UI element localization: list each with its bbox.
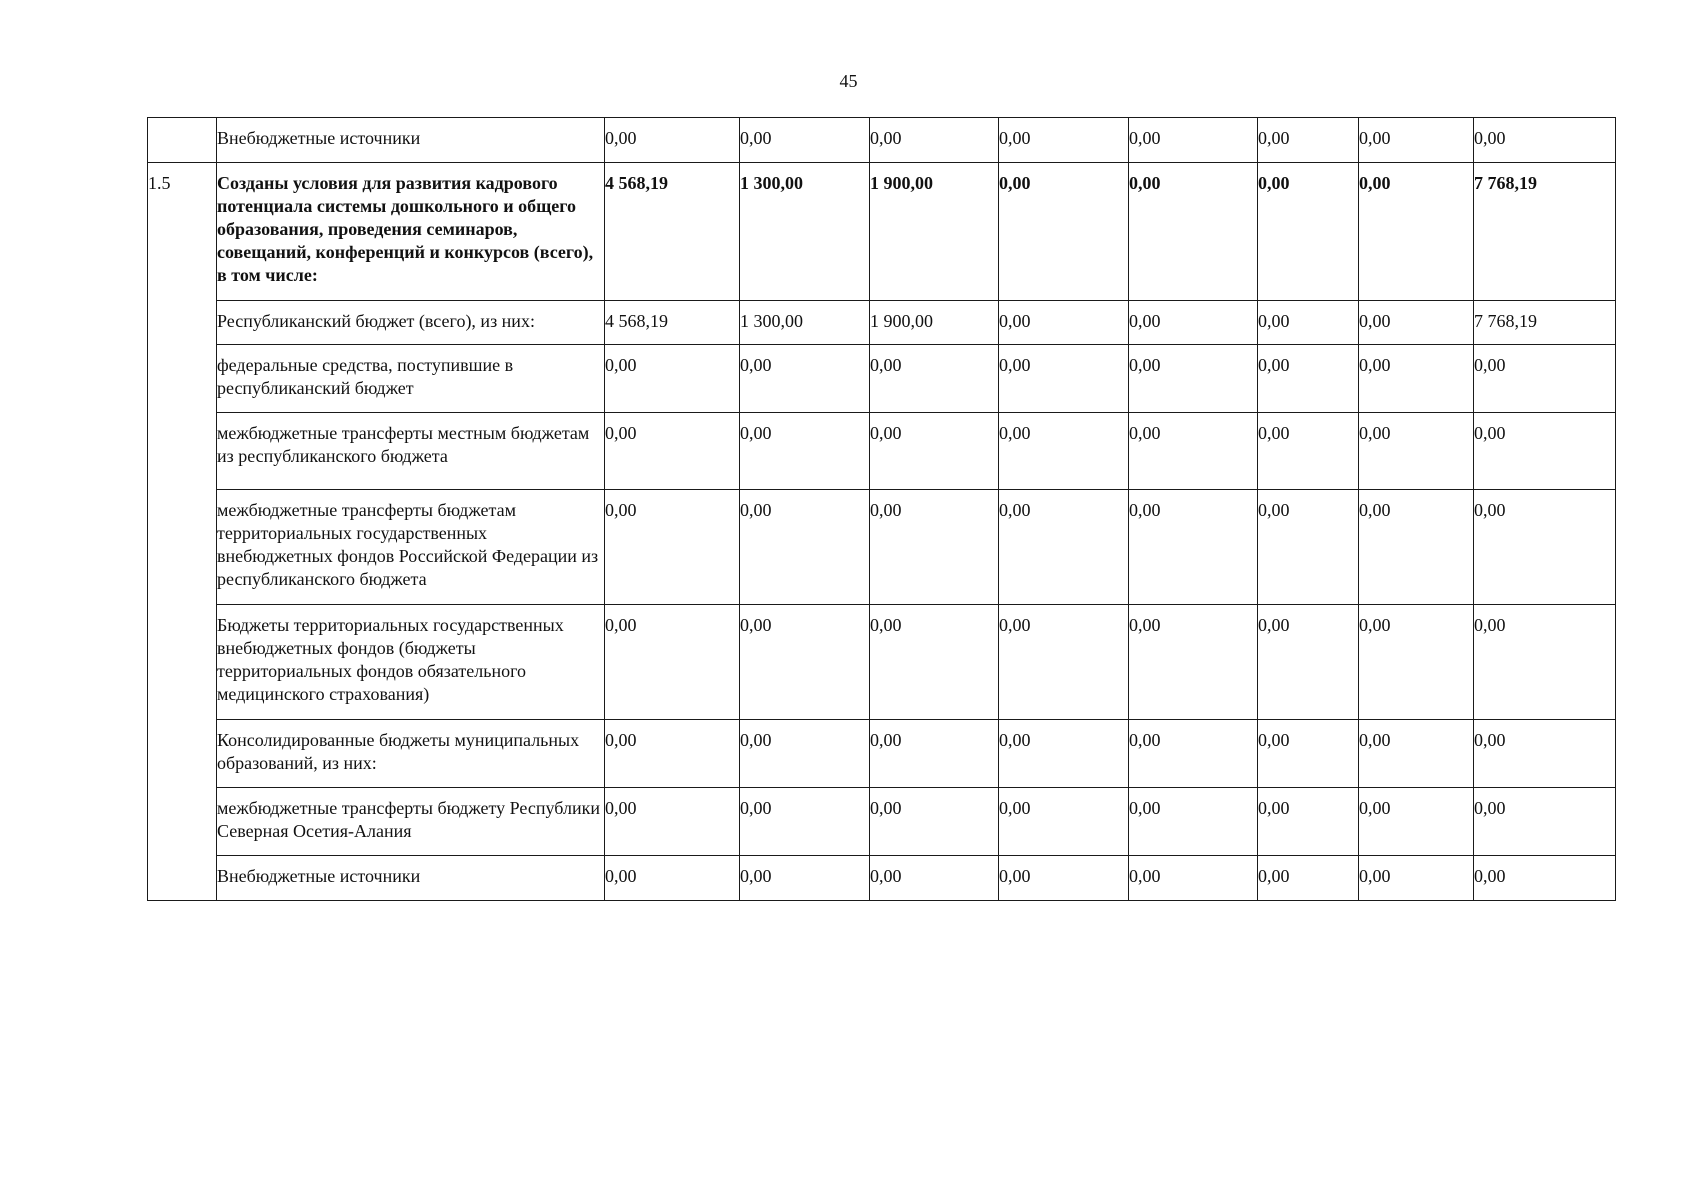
year-value-cell: 0,00 — [1129, 163, 1258, 301]
year-value-cell: 0,00 — [605, 413, 740, 490]
year-value-cell: 0,00 — [740, 605, 870, 720]
table-row — [148, 605, 1616, 720]
year-value-cell: 0,00 — [999, 301, 1129, 345]
year-value-cell: 0,00 — [1359, 345, 1474, 413]
year-value-cell: 0,00 — [605, 720, 740, 788]
table-row — [148, 490, 1616, 605]
total-value-cell: 0,00 — [1474, 720, 1616, 788]
year-value-cell: 0,00 — [740, 345, 870, 413]
year-value-cell: 0,00 — [870, 118, 999, 163]
budget-table — [147, 117, 1616, 901]
year-value-cell: 0,00 — [1258, 856, 1359, 901]
funding-source-label: Внебюджетные источники — [217, 118, 605, 163]
year-value-cell: 1 900,00 — [870, 163, 999, 301]
total-value-cell: 0,00 — [1474, 490, 1616, 605]
year-value-cell: 0,00 — [1129, 720, 1258, 788]
year-value-cell: 0,00 — [605, 345, 740, 413]
year-value-cell: 0,00 — [605, 856, 740, 901]
year-value-cell: 0,00 — [1359, 720, 1474, 788]
year-value-cell: 0,00 — [1129, 605, 1258, 720]
year-value-cell: 0,00 — [1359, 605, 1474, 720]
year-value-cell: 0,00 — [1129, 856, 1258, 901]
year-value-cell: 0,00 — [1129, 788, 1258, 856]
year-value-cell: 0,00 — [870, 720, 999, 788]
year-value-cell: 1 300,00 — [740, 163, 870, 301]
year-value-cell: 0,00 — [999, 413, 1129, 490]
year-value-cell: 0,00 — [999, 856, 1129, 901]
year-value-cell: 0,00 — [870, 490, 999, 605]
year-value-cell: 0,00 — [740, 490, 870, 605]
year-value-cell: 1 300,00 — [740, 301, 870, 345]
total-value-cell: 0,00 — [1474, 788, 1616, 856]
year-value-cell: 0,00 — [999, 345, 1129, 413]
year-value-cell: 0,00 — [740, 118, 870, 163]
funding-source-label: межбюджетные трансферты бюджету Республики Северная Осетия-Алания — [217, 788, 605, 856]
funding-source-label: межбюджетные трансферты местным бюджетам из республиканского бюджета — [217, 413, 605, 490]
year-value-cell: 0,00 — [1359, 490, 1474, 605]
funding-source-label: Консолидированные бюджеты муниципальных образований, из них: — [217, 720, 605, 788]
year-value-cell: 0,00 — [1258, 413, 1359, 490]
table-row — [148, 118, 1616, 163]
year-value-cell: 0,00 — [605, 605, 740, 720]
year-value-cell: 0,00 — [870, 345, 999, 413]
year-value-cell: 0,00 — [870, 605, 999, 720]
table-row — [148, 345, 1616, 413]
year-value-cell: 0,00 — [1359, 301, 1474, 345]
table-row — [148, 301, 1616, 345]
funding-source-label: межбюджетные трансферты бюджетам территориальных государственных внебюджетных фондов Российской Федерации из республиканского бюджета — [217, 490, 605, 605]
year-value-cell: 0,00 — [999, 118, 1129, 163]
year-value-cell: 0,00 — [740, 856, 870, 901]
total-value-cell: 0,00 — [1474, 413, 1616, 490]
year-value-cell: 0,00 — [999, 788, 1129, 856]
funding-source-label: Бюджеты территориальных государственных внебюджетных фондов (бюджеты территориальных фондов обязательного медицинского страхования) — [217, 605, 605, 720]
year-value-cell: 0,00 — [1129, 118, 1258, 163]
funding-source-label: Внебюджетные источники — [217, 856, 605, 901]
year-value-cell: 0,00 — [1258, 345, 1359, 413]
page-number: 45 — [839, 71, 858, 91]
year-value-cell: 4 568,19 — [605, 301, 740, 345]
year-value-cell: 0,00 — [1258, 720, 1359, 788]
table-row — [148, 788, 1616, 856]
year-value-cell: 0,00 — [870, 856, 999, 901]
year-value-cell: 0,00 — [740, 413, 870, 490]
funding-source-label: федеральные средства, поступившие в республиканский бюджет — [217, 345, 605, 413]
table-row — [148, 163, 1616, 301]
year-value-cell: 0,00 — [1359, 413, 1474, 490]
year-value-cell: 0,00 — [1129, 490, 1258, 605]
total-value-cell: 0,00 — [1474, 605, 1616, 720]
table-row — [148, 856, 1616, 901]
year-value-cell: 4 568,19 — [605, 163, 740, 301]
funding-source-label: Созданы условия для развития кадрового потенциала системы дошкольного и общего образования, проведения семинаров, совещаний, конференций и конкурсов (всего), в том числе: — [217, 163, 605, 301]
row-number-cell — [148, 118, 217, 163]
table-row — [148, 413, 1616, 490]
year-value-cell: 0,00 — [1258, 163, 1359, 301]
year-value-cell: 0,00 — [870, 788, 999, 856]
year-value-cell: 0,00 — [740, 788, 870, 856]
year-value-cell: 0,00 — [999, 163, 1129, 301]
year-value-cell: 0,00 — [870, 413, 999, 490]
year-value-cell: 0,00 — [605, 788, 740, 856]
year-value-cell: 0,00 — [1359, 163, 1474, 301]
year-value-cell: 0,00 — [999, 605, 1129, 720]
total-value-cell: 7 768,19 — [1474, 163, 1616, 301]
year-value-cell: 0,00 — [1129, 345, 1258, 413]
year-value-cell: 0,00 — [1359, 856, 1474, 901]
total-value-cell: 0,00 — [1474, 856, 1616, 901]
year-value-cell: 0,00 — [1359, 118, 1474, 163]
year-value-cell: 0,00 — [999, 720, 1129, 788]
table-row — [148, 720, 1616, 788]
year-value-cell: 0,00 — [1258, 490, 1359, 605]
year-value-cell: 1 900,00 — [870, 301, 999, 345]
year-value-cell: 0,00 — [1258, 118, 1359, 163]
year-value-cell: 0,00 — [1258, 788, 1359, 856]
total-value-cell: 0,00 — [1474, 118, 1616, 163]
year-value-cell: 0,00 — [1129, 413, 1258, 490]
year-value-cell: 0,00 — [740, 720, 870, 788]
year-value-cell: 0,00 — [1258, 301, 1359, 345]
total-value-cell: 0,00 — [1474, 345, 1616, 413]
year-value-cell: 0,00 — [605, 118, 740, 163]
row-number-cell: 1.5 — [148, 163, 217, 901]
year-value-cell: 0,00 — [1258, 605, 1359, 720]
total-value-cell: 7 768,19 — [1474, 301, 1616, 345]
year-value-cell: 0,00 — [999, 490, 1129, 605]
year-value-cell: 0,00 — [605, 490, 740, 605]
funding-source-label: Республиканский бюджет (всего), из них: — [217, 301, 605, 345]
year-value-cell: 0,00 — [1359, 788, 1474, 856]
year-value-cell: 0,00 — [1129, 301, 1258, 345]
